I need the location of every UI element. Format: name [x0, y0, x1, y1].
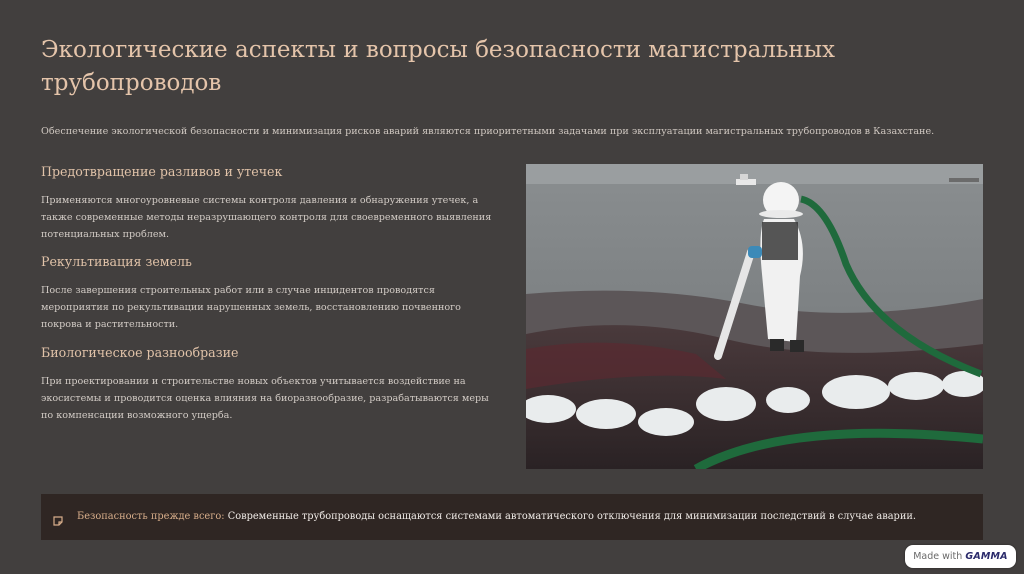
note-icon: [53, 511, 63, 521]
section-heading-biodiversity: Биологическое разнообразие: [41, 345, 239, 360]
section-heading-spills: Предотвращение разливов и утечек: [41, 164, 283, 179]
page-title: Экологические аспекты и вопросы безопасности магистральных трубопроводов: [41, 37, 836, 96]
badge-prefix: Made with: [913, 551, 966, 562]
callout-label: Безопасность прежде всего:: [77, 511, 225, 522]
oil-spill-cleanup-photo: [526, 164, 983, 469]
callout-text: [77, 510, 916, 524]
safety-callout: [41, 494, 983, 540]
intro-text: Обеспечение экологической безопасности и минимизация рисков аварий являются приоритетными задачами при эксплуатации магистральных трубопроводов в Казахстане.: [41, 126, 935, 137]
gamma-logo: GAMMA: [965, 551, 1008, 562]
section-heading-recultivation: Рекультивация земель: [41, 254, 192, 269]
section-text-recultivation: После завершения строительных работ или в случае инцидентов проводятся мероприятия по рекультивации нарушенных земель, восстановлению почвенного покрова и растительности.: [41, 285, 461, 330]
section-text-biodiversity: При проектировании и строительстве новых объектов учитывается воздействие на экосистемы и проводится оценка влияния на биоразнообразие, разрабатываются меры по компенсации возможного ущерба.: [41, 376, 489, 421]
made-with-gamma-badge[interactable]: [905, 545, 1016, 568]
callout-body: Современные трубопроводы оснащаются системами автоматического отключения для минимизации последствий в случае аварии.: [224, 511, 916, 522]
section-text-spills: Применяются многоуровневые системы контроля давления и обнаружения утечек, а также современные методы неразрушающего контроля для своевременного выявления потенциальных проблем.: [41, 195, 492, 240]
